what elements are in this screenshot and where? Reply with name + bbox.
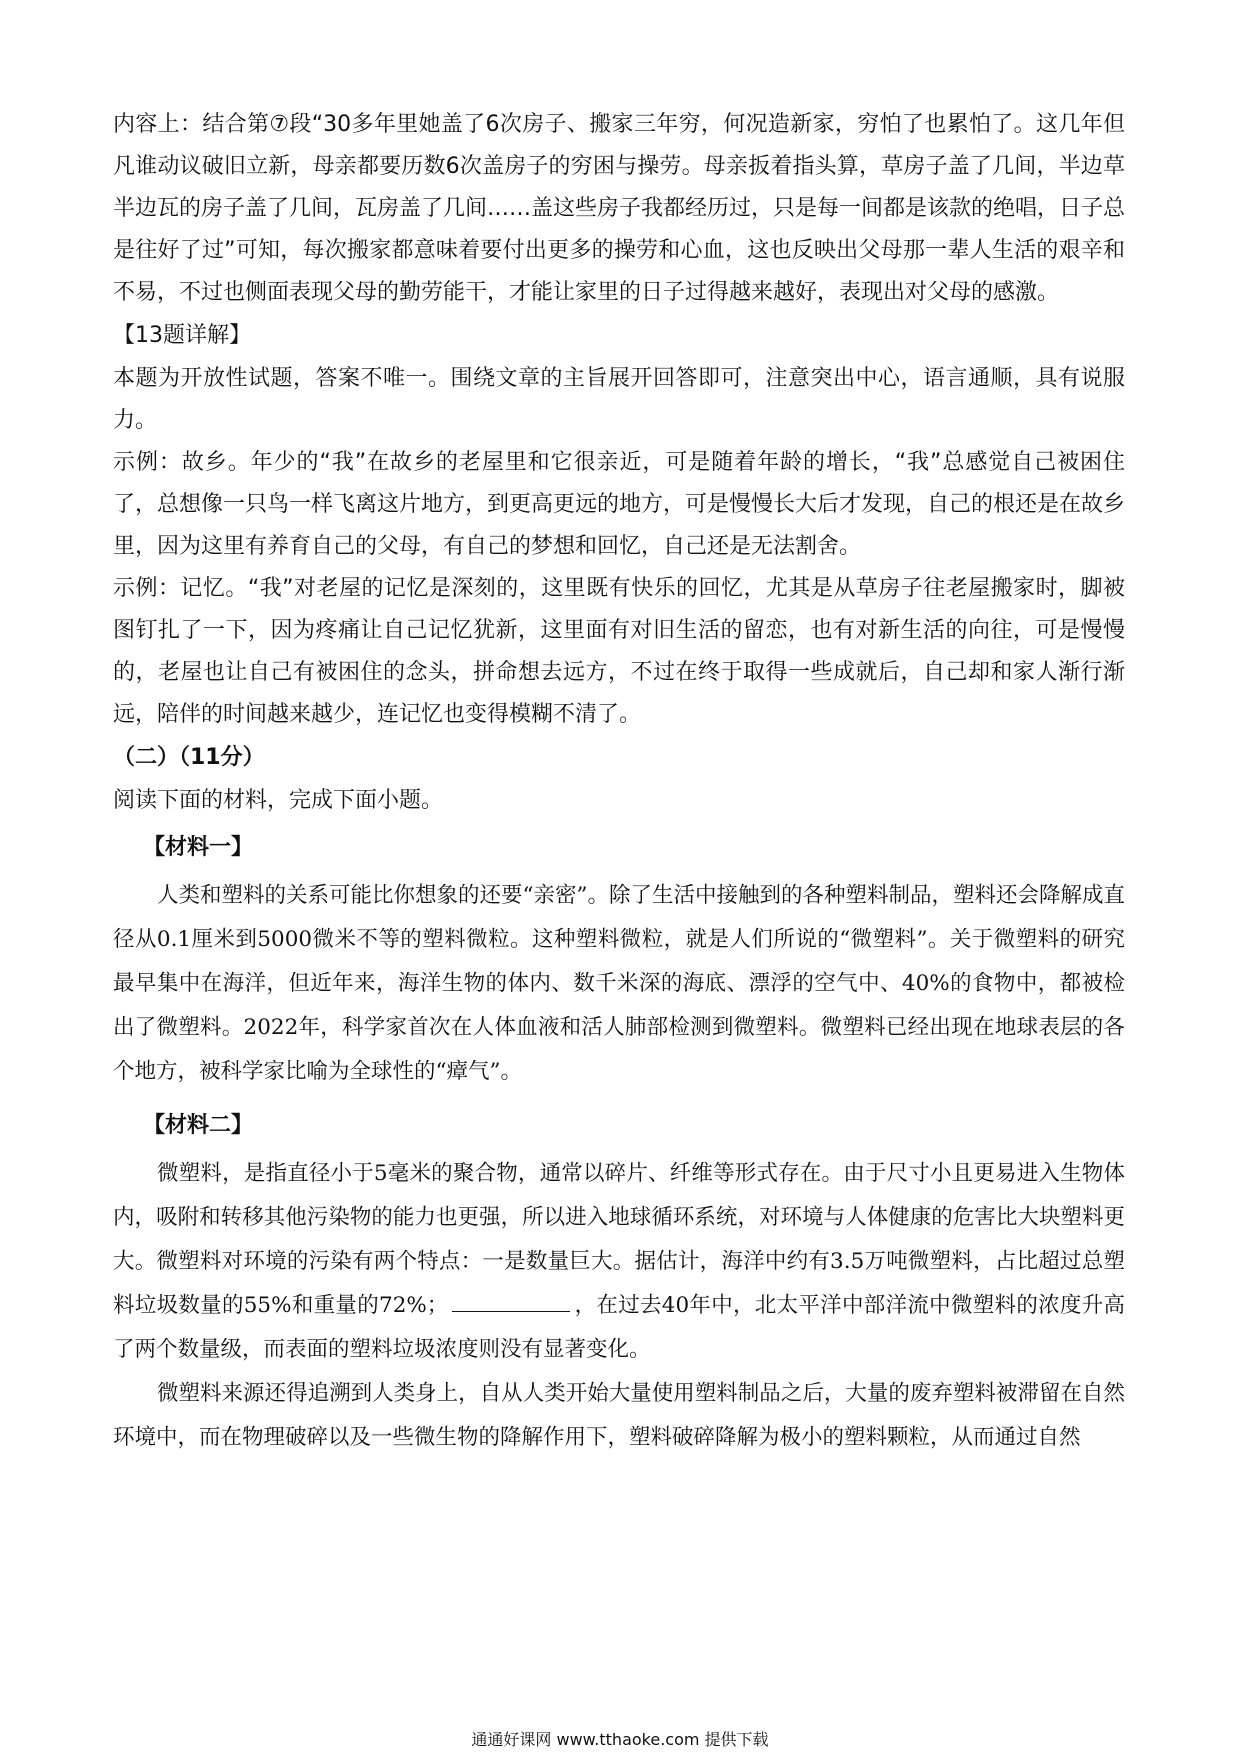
footer-source: 通通好课网 www.tthaoke.com 提供下载 <box>471 1730 769 1749</box>
q13-example-2: 示例：记忆。“我”对老屋的记忆是深刻的，这里既有快乐的回忆，尤其是从草房子往老屋搬家时，脚被图钉扎了一下，因为疼痛让自己记忆犹新，这里面有对旧生活的留恋，也有对新生活的向往，可是慢慢的，老屋也让自己有被困住的念头，拼命想去远方，不过在终于取得一些成就后，自己却和家人渐行渐远，陪伴的时间越来越少，连记忆也变得模糊不清了。 <box>113 576 1125 727</box>
material-2-text-before-blank: 微塑料，是指直径小于5毫米的聚合物，通常以碎片、纤维等形式存在。由于尺寸小且更易进入生物体内，吸附和转移其他污染物的能力也更强，所以进入地球循环系统，对环境与人体健康的危害比大块塑料更大。微塑料对环境的污染有两个特点：一是数量巨大。据估计，海洋中约有3.5万吨微塑料，占比超过总塑料垃圾数量的55%和重量的72%； <box>113 1161 1125 1318</box>
fill-in-blank <box>452 1293 570 1312</box>
content-analysis-paragraph: 内容上：结合第⑦段“30多年里她盖了6次房子、搬家三年穷，何况造新家，穷怕了也累怕了。这几年但凡谁动议破旧立新，母亲都要历数6次盖房子的穷困与操劳。母亲扳着指头算，草房子盖了几间，半边草半边瓦的房子盖了几间，瓦房盖了几间……盖这些房子我都经历过，只是每一间都是该款的绝唱，日子总是往好了过”可知，每次搬家都意味着要付出更多的操劳和心血，这也反映出父母那一辈人生活的艰辛和不易，不过也侧面表现父母的勤劳能干，才能让家里的日子过得越来越好，表现出对父母的感激。 <box>113 112 1126 305</box>
material-2-paragraph-2: 微塑料来源还得追溯到人类身上，自从人类开始大量使用塑料制品之后，大量的废弃塑料被滞留在自然环境中，而在物理破碎以及一些微生物的降解作用下，塑料破碎降解为极小的塑料颗粒，从而通过自然 <box>113 1381 1125 1450</box>
part2-heading: （二）（11分） <box>113 745 265 770</box>
material-2-paragraph-1 <box>113 1152 1125 1372</box>
material-2-title: 【材料二】 <box>143 1113 254 1138</box>
q13-intro-paragraph: 本题为开放性试题，答案不唯一。围绕文章的主旨展开回答即可，注意突出中心，语言通顺，具有说服力。 <box>113 366 1125 433</box>
part2-instruction: 阅读下面的材料，完成下面小题。 <box>113 788 444 813</box>
q13-heading: 【13题详解】 <box>113 323 251 348</box>
material-1-paragraph: 人类和塑料的关系可能比你想象的还要“亲密”。除了生活中接触到的各种塑料制品，塑料还会降解成直径从0.1厘米到5000微米不等的塑料微粒。这种塑料微粒，就是人们所说的“微塑料”。关于微塑料的研究最早集中在海洋，但近年来，海洋生物的体内、数千米深的海底、漂浮的空气中、40%的食物中，都被检出了微塑料。2022年，科学家首次在人体血液和活人肺部检测到微塑料。微塑料已经出现在地球表层的各个地方，被科学家比喻为全球性的“瘴气”。 <box>113 883 1125 1084</box>
q13-example-1: 示例：故乡。年少的“我”在故乡的老屋里和它很亲近，可是随着年龄的增长，“我”总感觉自己被困住了，总想像一只鸟一样飞离这片地方，到更高更远的地方，可是慢慢长大后才发现，自己的根还是在故乡里，因为这里有养育自己的父母，有自己的梦想和回忆，自己还是无法割舍。 <box>113 450 1126 559</box>
material-1-title: 【材料一】 <box>143 835 254 860</box>
document-content <box>113 104 1125 1460</box>
material-2-text-after-blank: ，在过去40年中，北太平洋中部洋流中微塑料的浓度升高了两个数量级，而表面的塑料垃圾浓度则没有显著变化。 <box>113 1293 1125 1362</box>
